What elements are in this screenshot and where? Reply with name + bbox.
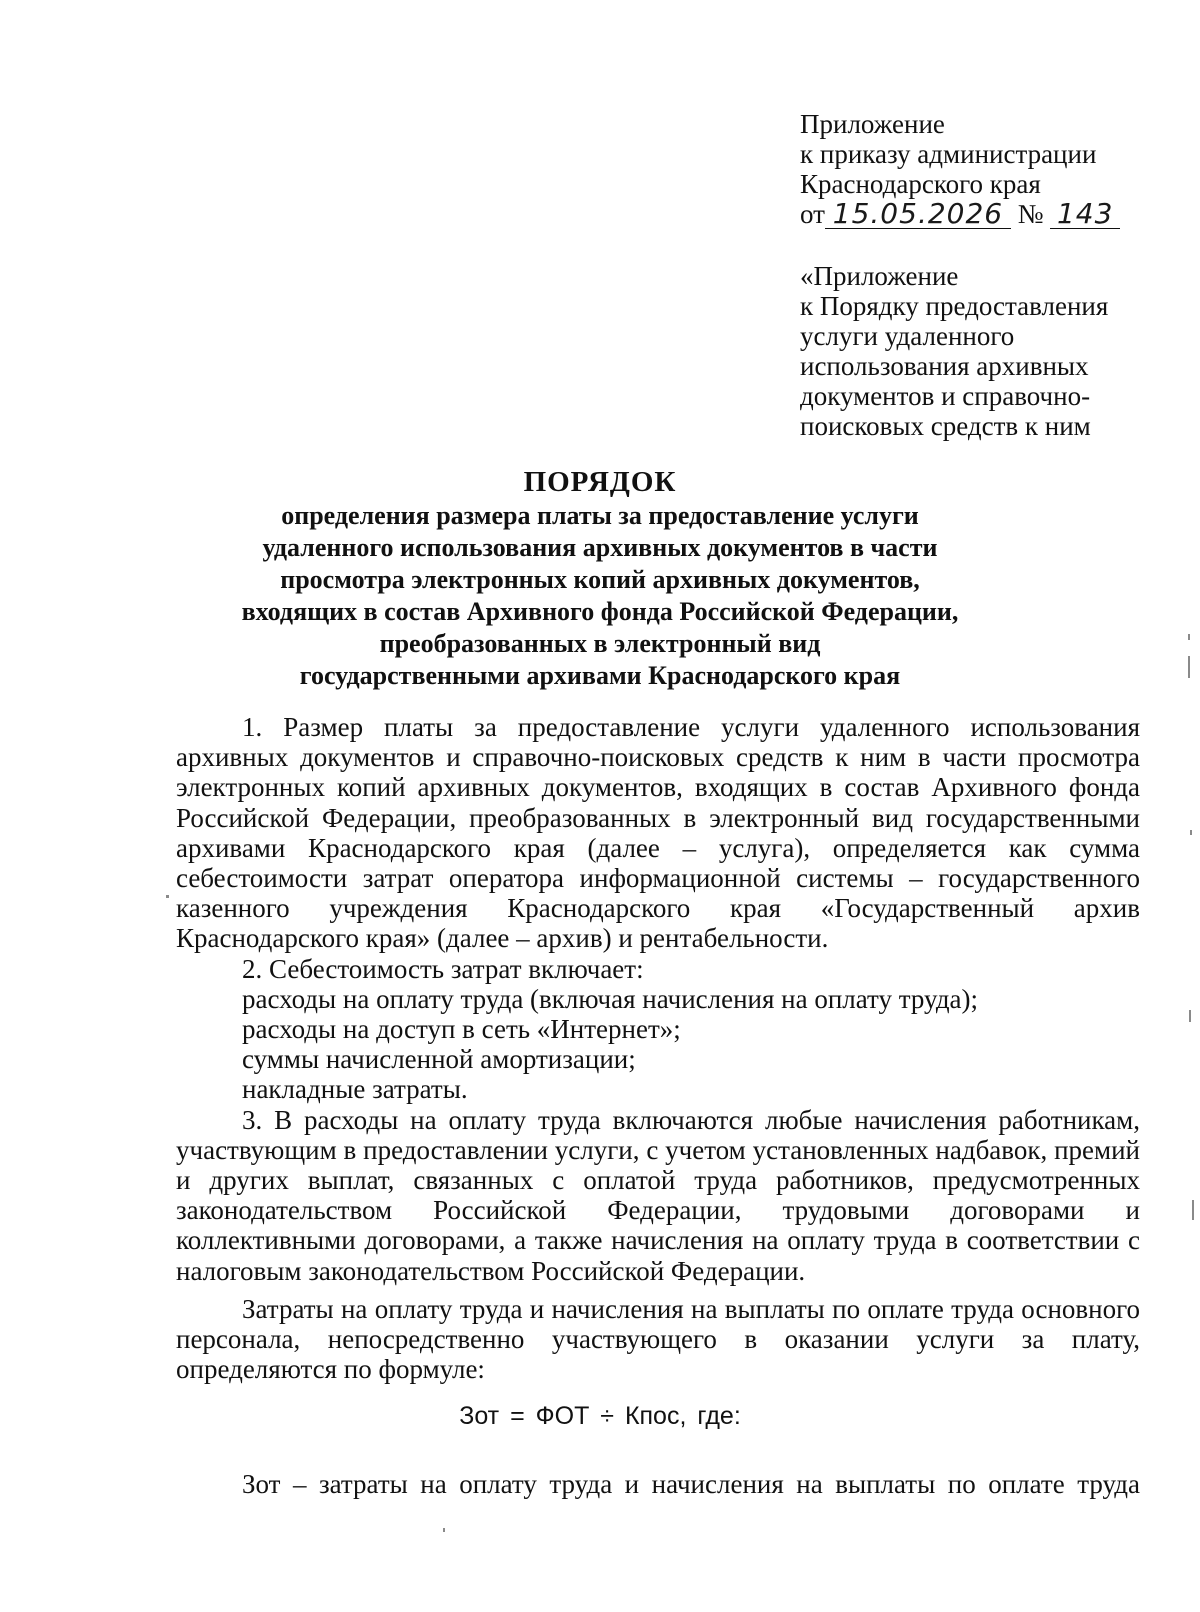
paragraph-5: Зот – затраты на оплату труда и начисления на выплаты по оплате труда [242,1469,1140,1499]
scan-speck [1188,634,1190,640]
cost-item: расходы на оплату труда (включая начисления на оплату труда); [242,983,979,1014]
appendix-header [800,109,1160,229]
appendix-header-line: Краснодарского края [800,169,1041,199]
appendix-header-line: Приложение [800,109,945,139]
title-line: государственными архивами Краснодарского края [299,661,901,690]
subheader-line: «Приложение [800,261,959,291]
cost-item: накладные затраты. [242,1074,468,1105]
subheader-line: использования архивных [800,351,1089,381]
title-line: просмотра электронных копий архивных документов, [280,565,920,594]
title-main: ПОРЯДОК [523,466,677,498]
formula-explanation [176,1469,1140,1499]
subheader-line: к Порядку предоставления [800,291,1109,321]
handwritten-order-number: 143 [1050,200,1120,229]
appendix-header-line: к приказу администрации [800,139,1097,169]
title-line: удаленного использования архивных документов в части [262,533,938,562]
title-line: входящих в состав Архивного фонда Российской Федерации, [241,597,959,626]
scan-speck [166,895,169,898]
number-sign: № [1017,199,1044,229]
paragraph-1: 1. Размер платы за предоставление услуги удаленного использования архивных документов и справочно-поисковых средств к ним в части просмотра электронных копий архивных документов, входящих в состав Архивного фонда Российской Федерации, преобразованных в электронный вид государственными архивами Краснодарского края (далее – услуга), определяется как сумма себестоимости затрат оператора информационной системы – государственного казенного учреждения Краснодарского края «Государственный архив Краснодарского края» (далее – архив) и рентабельности. [176,712,1140,954]
handwritten-date: 15.05.2026 [825,200,1011,229]
paragraph-3: 3. В расходы на оплату труда включаются любые начисления работникам, участвующим в предоставлении услуги, с учетом установленных надбавок, премий и других выплат, связанных с оплатой труда работников, предусмотренных законодательством Российской Федерации, трудовыми договорами и коллективными договорами, а также начисления на оплату труда в соответствии с налоговым законодательством Российской Федерации. [176,1104,1140,1286]
scan-speck [1189,1010,1191,1022]
subheader-line: услуги удаленного [800,321,1015,351]
scan-speck [1188,656,1190,678]
procedure-appendix-header [800,261,1160,441]
order-date-row [800,199,1160,229]
paragraph-2: 2. Себестоимость затрат включает: [242,953,644,984]
date-prefix: от [800,199,825,229]
paragraph-4: Затраты на оплату труда и начисления на выплаты по оплате труда основного персонала, непосредственно участвующего в оказании услуги за плату, определяются по формуле: [176,1293,1140,1385]
title-line: преобразованных в электронный вид [379,629,821,658]
subheader-line: документов и справочно- [800,381,1091,411]
document-body [176,712,1140,1384]
scan-speck [1192,1200,1194,1220]
scan-speck [1190,830,1192,835]
title-line: определения размера платы за предоставление услуги [281,501,919,530]
cost-formula: Зот = ФОТ ÷ Кпос, где: [459,1402,741,1430]
scan-speck [443,1528,445,1532]
cost-item: суммы начисленной амортизации; [242,1044,636,1075]
document-title [150,466,1050,692]
cost-item: расходы на доступ в сеть «Интернет»; [242,1014,681,1045]
subheader-line: поисковых средств к ним [800,411,1091,441]
